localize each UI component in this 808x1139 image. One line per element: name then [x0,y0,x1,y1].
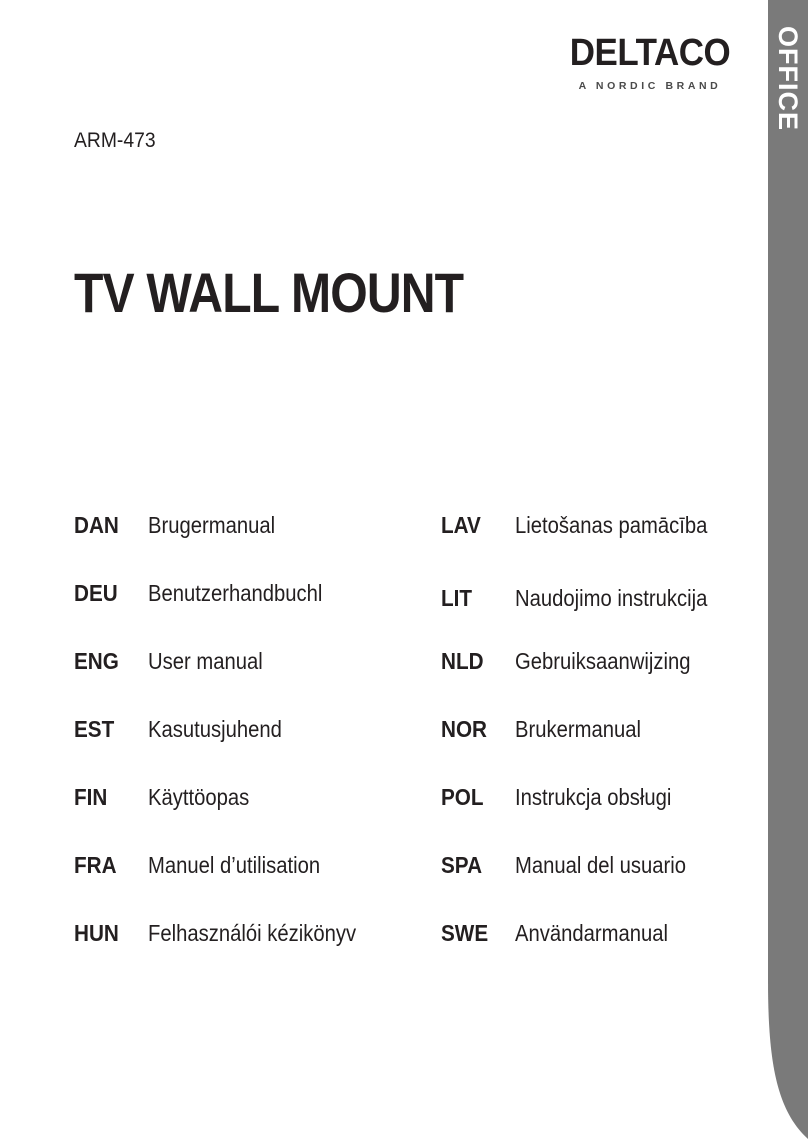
language-label: Brukermanual [515,716,642,742]
language-label: Brugermanual [148,512,276,538]
language-item-fra [74,849,344,881]
side-band [768,0,808,1139]
language-code: EST [74,716,115,742]
language-label: Manuel d’utilisation [148,852,321,878]
page-title: TV WALL MOUNT [74,261,464,324]
model-number: ARM-473 [74,129,156,152]
language-item-nor [441,713,658,745]
language-label: Felhasználói kézikönyv [148,920,357,946]
language-item-spa [441,849,709,881]
language-item-fin [74,781,263,813]
language-code: NLD [441,648,484,674]
language-label: Naudojimo instrukcija [515,585,708,611]
language-item-est [74,713,300,745]
language-item-eng [74,645,278,677]
language-label: Manual del usuario [515,852,687,878]
language-item-dan [74,509,292,541]
language-code: FRA [74,852,117,878]
language-code: SPA [441,852,483,878]
language-label: Lietošanas pamācība [515,512,708,538]
language-item-pol [441,781,693,813]
language-item-lav [441,509,734,541]
brand-tagline: A NORDIC BRAND [578,80,722,92]
language-label: User manual [148,648,263,674]
language-code: LIT [441,585,473,611]
language-label: Instrukcja obsługi [515,784,672,810]
language-item-hun [74,917,385,949]
brand-name: DELTACO [569,32,731,74]
language-item-lit [441,582,734,614]
language-code: NOR [441,716,488,742]
brand-logo [560,30,740,94]
language-code: FIN [74,784,108,810]
language-item-swe [441,917,689,949]
language-code: HUN [74,920,119,946]
language-label: Användarmanual [515,920,669,946]
side-label: OFFICE [773,26,803,131]
language-code: SWE [441,920,489,946]
language-item-nld [441,645,714,677]
language-label: Gebruiksaanwijzing [515,648,691,674]
language-code: POL [441,784,484,810]
language-item-deu [74,577,346,609]
language-code: DAN [74,512,119,538]
language-code: ENG [74,648,119,674]
language-label: Benutzerhandbuchl [148,580,323,606]
language-label: Kasutusjuhend [148,716,282,742]
language-label: Käyttöopas [148,784,250,810]
language-code: LAV [441,512,481,538]
language-code: DEU [74,580,118,606]
